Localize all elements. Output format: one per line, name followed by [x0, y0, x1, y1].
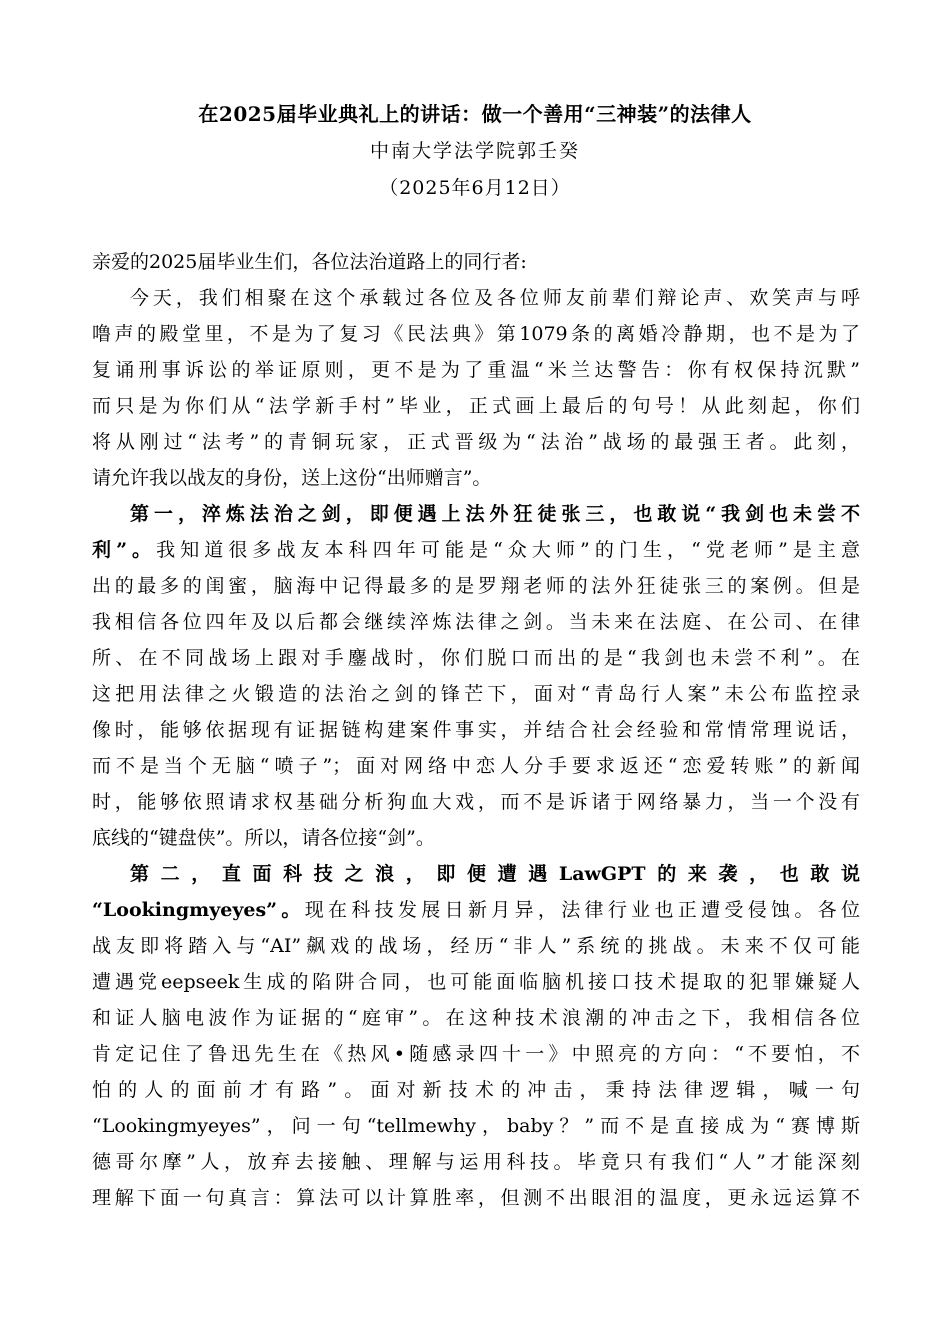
- paragraph-line: 今天，我们相聚在这个承载过各位及各位师友前辈们辩论声、欢笑声与呼: [130, 287, 860, 309]
- paragraph-line: 肯定记住了鲁迅先生在《热风•随感录四十一》中照亮的方向：“不要怕，不: [92, 1043, 860, 1065]
- paragraph-opening: [92, 280, 860, 496]
- bold-heading-fragment: 利”。: [92, 539, 157, 561]
- paragraph-line: 时，能够依照请求权基础分析狗血大戏，而不是诉诸于网络暴力，当一个没有: [92, 791, 860, 813]
- paragraph-line: 这把用法律之火锻造的法治之剑的锋芒下，面对“青岛行人案”未公布监控录: [92, 683, 860, 705]
- speech-title: 在2025届毕业典礼上的讲话：做一个善用“三神装”的法律人: [198, 102, 752, 126]
- paragraph-line: 怕的人的面前才有路”。面对新技术的冲击，秉持法律逻辑，喊一句: [92, 1079, 860, 1101]
- paragraph-line: 战友即将踏入与“AI”飙戏的战场，经历“非人”系统的挑战。未来不仅可能: [92, 935, 860, 957]
- paragraph-line: 像时，能够依据现有证据链构建案件事实，并结合社会经验和常情常理说话，: [92, 719, 860, 741]
- bold-heading-fragment: “Lookingmyeyes”。: [92, 899, 305, 921]
- paragraph-line: 请允许我以战友的身份，送上这份“出师赠言”。: [92, 467, 492, 489]
- paragraph-line: [92, 532, 860, 568]
- paragraph-line: 遭遇党eepseek生成的陷阱合同，也可能面临脑机接口技术提取的犯罪嫌疑人: [92, 971, 860, 993]
- paragraph-fragment: 现在科技发展日新月异，法律行业也正遭受侵蚀。各位: [304, 899, 860, 921]
- paragraph-line: 出的最多的闺蜜，脑海中记得最多的是罗翔老师的法外狂徒张三的案例。但是: [92, 575, 860, 597]
- paragraph-line: 而不是当个无脑“喷子”；面对网络中恋人分手要求返还“恋爱转账”的新闻: [92, 755, 860, 777]
- paragraph-line: 我相信各位四年及以后都会继续淬炼法律之剑。当未来在法庭、在公司、在律: [92, 611, 860, 633]
- paragraph-line: 噜声的殿堂里，不是为了复习《民法典》第1079条的离婚冷静期，也不是为了: [92, 323, 860, 345]
- paragraph-line: 将从刚过“法考”的青铜玩家，正式晋级为“法治”战场的最强王者。此刻，: [92, 431, 860, 453]
- paragraph-line: [92, 892, 860, 928]
- bold-heading-line: 第一，淬炼法治之剑，即便遇上法外狂徒张三，也敢说“我剑也未尝不: [130, 503, 860, 525]
- paragraph-line: 和证人脑电波作为证据的“庭审”。在这种技术浪潮的冲击之下，我相信各位: [92, 1007, 860, 1029]
- salutation: 亲爱的2025届毕业生们，各位法治道路上的同行者:: [92, 251, 527, 273]
- paragraph-line: 复诵刑事诉讼的举证原则，更不是为了重温“米兰达警告：你有权保持沉默”: [92, 359, 860, 381]
- paragraph-line: 而只是为你们从“法学新手村”毕业，正式画上最后的句号！从此刻起，你们: [92, 395, 860, 417]
- speech-body: [92, 244, 860, 1216]
- date-line: （2025年6月12日）: [379, 177, 571, 199]
- paragraph-first-point: [92, 496, 860, 856]
- paragraph-line: 理解下面一句真言：算法可以计算胜率，但测不出眼泪的温度，更永远运算不: [92, 1187, 860, 1209]
- paragraph-second-point: [92, 856, 860, 1216]
- paragraph-line: “Lookingmyeyes”，问一句“tellmewhy，baby？”而不是直接成为“赛博斯: [92, 1115, 860, 1137]
- author-line: 中南大学法学院郭壬癸: [369, 140, 580, 162]
- paragraph-fragment: 我知道很多战友本科四年可能是“众大师”的门生，“党老师”是主意: [156, 539, 860, 561]
- paragraph-line: 底线的“键盘侠”。所以，请各位接“剑”。: [92, 827, 435, 849]
- bold-heading-line: 第二，直面科技之浪，即便遭遇LawGPT的来袭，也敢说: [130, 863, 860, 885]
- paragraph-line: 德哥尔摩”人，放弃去接触、理解与运用科技。毕竟只有我们“人”才能深刻: [92, 1151, 860, 1173]
- paragraph-line: 所、在不同战场上跟对手鏖战时，你们脱口而出的是“我剑也未尝不利”。在: [92, 647, 860, 669]
